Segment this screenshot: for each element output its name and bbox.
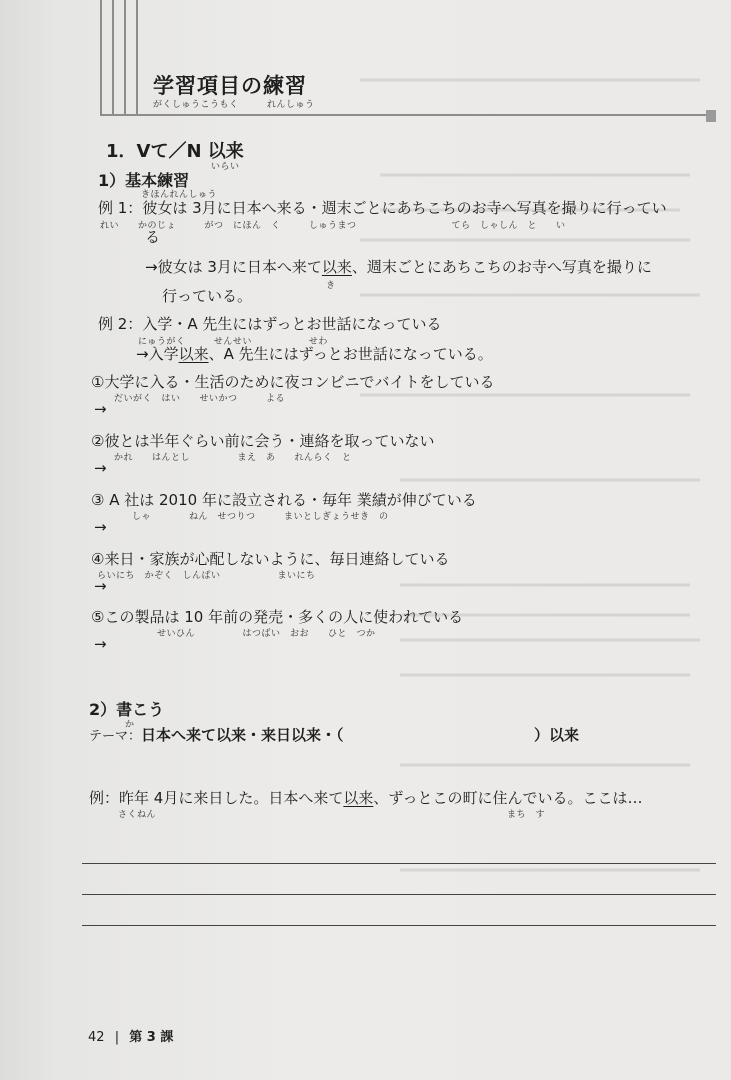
example-1 (98, 197, 667, 218)
example-1-answer-underline: 以来 (321, 258, 352, 276)
page-title: 学習項目の練習 (153, 74, 307, 98)
subsection-heading-basic-practice-ruby: きほんれんしゅう (141, 190, 218, 200)
theme-label: テーマ： (89, 729, 142, 744)
exercise-4-answer-arrow[interactable]: → (94, 577, 107, 595)
writing-line-3[interactable] (82, 925, 716, 926)
example-2-answer-underline: 以来 (178, 345, 209, 363)
header-rule-vertical-3 (124, 0, 126, 116)
header-rule-horizontal (100, 114, 710, 116)
example-1-answer-post: 、週末ごとにあちこちのお寺へ写真を撮りに (351, 258, 652, 276)
writing-example-underline: 以来 (343, 789, 374, 807)
header-rule-end-marker (706, 110, 716, 122)
example-2-answer (136, 343, 493, 364)
exercise-4-ruby: らいにち かぞく しんぱい まいにち (97, 571, 316, 581)
subsection-heading-writing: 2）書こう (89, 700, 165, 719)
header-rule-vertical-1 (100, 0, 102, 116)
footer-separator: | (114, 1030, 120, 1045)
example-2-prompt: 入学・A 先生にはずっとお世話になっている (142, 315, 442, 333)
writing-example (89, 787, 642, 808)
example-2-answer-post: 、A 先生にはずっとお世話になっている。 (208, 345, 493, 363)
subsection-heading-writing-ruby: か (125, 720, 135, 730)
exercise-2-answer-arrow[interactable]: → (94, 459, 107, 477)
exercise-2: ②彼とは半年ぐらい前に会う・連絡を取っていない (91, 432, 435, 450)
page-number: 42 (88, 1030, 105, 1045)
example-1-prompt: 彼女は 3月に日本へ来る・週末ごとにあちこちのお寺へ写真を撮りに行ってい (142, 199, 667, 217)
exercise-4: ④来日・家族が心配しないように、毎日連絡している (91, 550, 450, 568)
section-heading-ruby: いらい (211, 162, 240, 172)
example-2-answer-pre: →入学 (136, 345, 179, 363)
exercise-5: ⑤この製品は 10 年前の発売・多くの人に使われている (91, 608, 464, 626)
example-1-answer (145, 256, 652, 277)
writing-example-ruby-left: さくねん (118, 810, 157, 820)
theme-blank[interactable] (372, 724, 530, 744)
exercise-3-ruby: しゃ ねん せつりつ まいとしぎょうせき の (132, 512, 389, 522)
page-title-ruby: がくしゅうこうもく れんしゅう (153, 100, 315, 110)
header-rule-vertical-4 (136, 0, 138, 116)
example-2-ruby: にゅうがく せんせい せわ (138, 337, 328, 347)
exercise-1: ①大学に入る・生活のために夜コンビニでバイトをしている (91, 373, 495, 391)
writing-line-2[interactable] (82, 894, 716, 895)
example-1-answer-ruby: き (326, 281, 336, 291)
theme-text: 日本へ来て以来・来日以来・（ (141, 726, 344, 744)
page-footer (88, 1026, 173, 1045)
example-2-label: 例 2： (98, 315, 143, 333)
writing-example-post: 、ずっとこの町に住んでいる。ここは… (373, 789, 643, 807)
writing-example-label: 例： (89, 789, 120, 807)
exercise-5-ruby: せいひん はつばい おお ひと つか (157, 629, 376, 639)
exercise-1-answer-arrow[interactable]: → (94, 400, 107, 418)
exercise-2-ruby: かれ はんとし まえ あ れんらく と (114, 453, 352, 463)
exercise-1-ruby: だいがく はい せいかつ よる (114, 394, 286, 404)
exercise-5-answer-arrow[interactable]: → (94, 635, 107, 653)
exercise-3: ③ A 社は 2010 年に設立される・毎年 業績が伸びている (91, 491, 477, 509)
example-1-prompt-cont: る (145, 228, 161, 246)
example-1-answer-pre: →彼女は 3月に日本へ来て (145, 258, 322, 276)
writing-example-ruby-right: まち す (507, 810, 546, 820)
header-rule-vertical-2 (112, 0, 114, 116)
writing-line-1[interactable] (82, 863, 716, 864)
lesson-label: 第 3 課 (129, 1030, 174, 1045)
subsection-heading-basic-practice: 1）基本練習 (98, 171, 190, 190)
example-1-answer-cont: 行っている。 (162, 287, 253, 305)
theme-close: ）以来 (534, 726, 580, 744)
writing-example-pre: 昨年 4月に来日した。日本へ来て (119, 789, 344, 807)
exercise-3-answer-arrow[interactable]: → (94, 518, 107, 536)
example-1-ruby: れい かのじょ がつ にほん く しゅうまつ てら しゃしん と い (100, 221, 566, 231)
section-heading: 1．Vて／N 以来 (106, 141, 244, 162)
example-2 (98, 313, 441, 334)
example-1-label: 例 1： (98, 199, 143, 217)
